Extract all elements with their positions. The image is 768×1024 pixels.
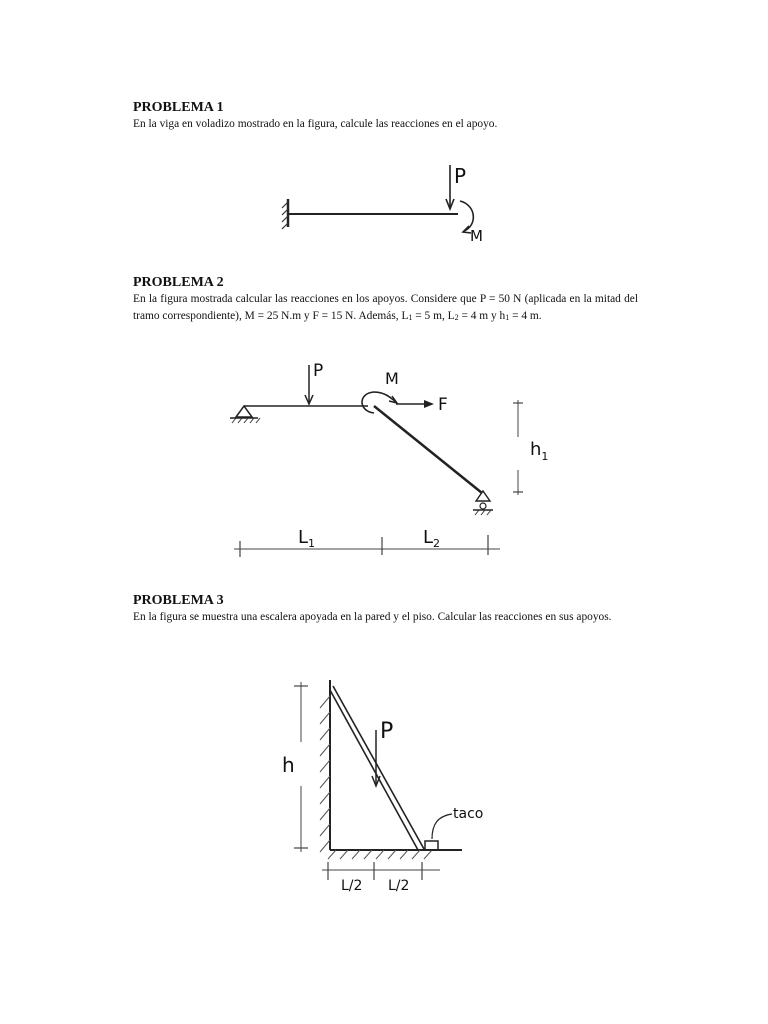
problem-2-text: En la figura mostrada calcular las reacciones en los apoyos. Considere que P = 50 N (aplicada en la mitad del tramo correspondiente), M = 25 N.m y F = 15 N. Además, $L_1 = 5$ m, $L_2 = 4$ m y $h_1 = 4$ m. [133, 293, 638, 322]
moment-m-label: M [385, 369, 399, 388]
problem-1 [133, 99, 638, 133]
problem-3-title: PROBLEMA 3 [133, 593, 224, 608]
span-l1-label: $L_1$ [298, 527, 316, 550]
taco-label: taco [453, 806, 484, 822]
problem-2 [133, 274, 638, 325]
load-p-label: P [380, 719, 394, 744]
half-span-label-left: L/2 [341, 878, 363, 894]
roller-support-right [476, 491, 490, 501]
load-p-label: P [454, 164, 467, 188]
wall-hatch [320, 696, 330, 852]
problem-1-text: En la viga en voladizo mostrado en la figura, calcule las reacciones en el apoyo. [133, 118, 498, 130]
problem-1-title: PROBLEMA 1 [133, 100, 224, 115]
moment-m-label: M [470, 227, 483, 245]
load-p-label: P [313, 361, 324, 381]
problem-3-figure [270, 660, 500, 905]
problem-3-text: En la figura se muestra una escalera apoyada en la pared y el piso. Calcular las reacciones en sus apoyos. [133, 611, 612, 623]
ladder-diagram [270, 660, 500, 905]
ladder-edge-1 [330, 690, 418, 850]
problem-2-figure [210, 355, 580, 575]
pin-support-hatch [232, 418, 260, 423]
problem-1-figure [270, 155, 510, 250]
cantilever-beam-diagram [270, 155, 510, 250]
force-f-arrowhead [424, 400, 434, 408]
floor-hatch [328, 850, 432, 859]
ladder-edge-2 [333, 686, 424, 849]
frame-diagram [210, 355, 580, 575]
span-l2-label: $L_2$ [423, 527, 441, 550]
height-h-label: h [282, 753, 295, 777]
roller-hatch [475, 510, 491, 515]
inclined-member [374, 406, 482, 493]
problem-3 [133, 592, 638, 626]
block-taco [425, 841, 438, 850]
half-span-label-right: L/2 [388, 878, 410, 894]
problem-2-title: PROBLEMA 2 [133, 275, 224, 290]
pin-support-left [236, 406, 252, 417]
taco-leader-line [432, 814, 452, 839]
height-h1-label: $h_1$ [530, 439, 549, 463]
roller-wheel [480, 503, 486, 509]
force-f-label: F [438, 395, 448, 415]
